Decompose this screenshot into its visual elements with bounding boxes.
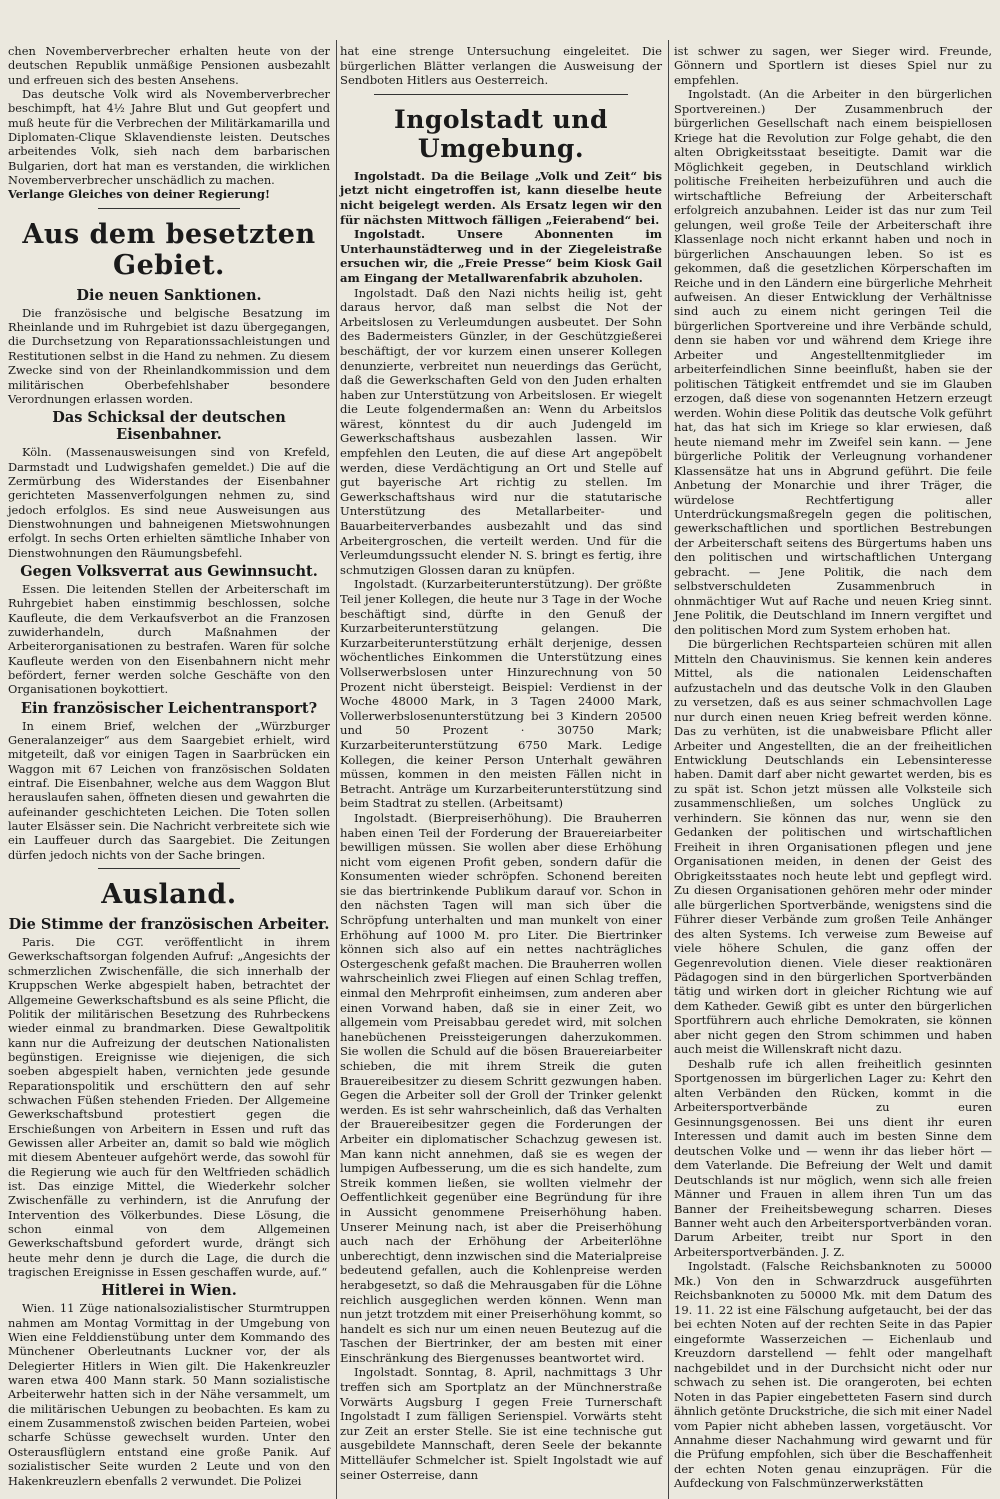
paragraph: Deshalb rufe ich allen freiheitlich gesinnten Sportgenossen im bürgerlichen Lager zu: Kehrt den alten Verbänden den Rücken, kommt in die Arbeitersportverbände zu euren Gesinnungsgenossen. Bei uns dient ihr euren Interessen und damit auch im besten Sinne dem deutschen Volke und — wenn ihr das lieber hört — dem Vaterlande. Die Befreiung der Welt und damit Deutschlands ist nur möglich, wenn sich alle freien Männer und Frauen in allem ihren Tun um das Banner der Freiheitsbewegung scharren. Dieses Banner weht auch den Arbeitersportverbänden voran. Darum Arbeiter, treibt nur Sport in den Arbeitersportverbänden. J. Z. — [674, 1056, 992, 1259]
paragraph: Paris. Die CGT. veröffentlicht in ihrem Gewerkschaftsorgan folgenden Aufruf: „Angesichts der schmerzlichen Zwischenfälle, die sich innerhalb der Kruppschen Werke abgespielt haben, betrachtet der Allgemeine Gewerkschaftsbund es als seine Pflicht, die Politik der militärischen Besetzung des Ruhrbeckens wieder einmal zu brandmarken. Diese Gewaltpolitik kann nur die Aufreizung der deutschen Nationalisten begünstigen. Ereignisse wie diejenigen, die sich soeben abgespielt haben, vernichten jede gesunde Reparationspolitik und erschüttern den auf sehr schwachen Füßen stehenden Frieden. Der Allgemeine Gewerkschaftsbund protestiert gegen die Erschießungen von Arbeitern in Essen und ruft das Gewissen aller Arbeiter an, damit so bald wie möglich mit diesem Abenteuer aufgehört werde, das sowohl für die Regierung wie auch für den Weltfrieden schädlich ist. Das einzige Mittel, die Wiederkehr solcher Zwischenfälle zu verhindern, ist die Anrufung der Intervention des Völkerbundes. Diese Lösung, die schon einmal von dem Allgemeinen Gewerkschaftsbund gefordert wurde, drängt sich heute mehr denn je durch die Lage, die durch die tragischen Ereignisse in Essen geschaffen wurde, auf.“ — [8, 935, 330, 1280]
paragraph-emphasis: Verlange Gleiches von deiner Regierung! — [8, 187, 270, 202]
paragraph: Ingolstadt. (Falsche Reichsbanknoten zu 50000 Mk.) Von den in Schwarzdruck ausgeführten Reichsbanknoten zu 50000 Mk. mit dem Datum des 19. 11. 22 ist eine Fälschung aufgetaucht, bei der das bei echten Noten auf der rechten Seite in das Papier eingeformte Wasserzeichen — Eichenlaub und Kreuzdorn darstellend — fehlt oder mangelhaft nachgebildet und in der Durchsicht nicht oder nur schwach zu sehen ist. Die orangeroten, bei echten Noten in das Papier eingebetteten Fasern sind durch ähnlich getönte Druckstriche, die sich mit einer Nadel vom Papier nicht abheben lassen, vorgetäuscht. Vor Annahme dieser Nachahmung wird gewarnt und für die Prüfung empfohlen, sich über die Beschaffenheit der echten Noten genau einzuprägen. Für die Aufdeckung von Falschmünzerwerkstätten — [674, 1259, 992, 1491]
article-heading: Ein französischer Leichentransport? — [20, 699, 318, 717]
paragraph: hat eine strenge Untersuchung eingeleitet. Die bürgerlichen Blätter verlangen die Ausweisung der Sendboten Hitlers aus Oesterreich. — [340, 44, 662, 88]
paragraph: Köln. (Massenausweisungen sind von Krefeld, Darmstadt und Ludwigshafen gemeldet.) Die auf die Zermürbung des Widerstandes der Eisenbahner gerichteten Massenverfolgungen nehmen zu, sind jedoch erfolglos. Es sind neue Ausweisungen aus Dienstwohnungen und bahneigenen Mietswohnungen erfolgt. In sechs Orten erhielten sämtliche Inhaber von Dienstwohnungen den Räumungsbefehl. — [8, 445, 330, 560]
paragraph: Ingolstadt. (An die Arbeiter in den bürgerlichen Sportvereinen.) Der Zusammenbruch der bürgerlichen Gesellschaft nach einem beispiellosen Kriege hat die Revolution zur Folge gehabt, die den alten Obrigkeitsstaat beseitigte. Damit war die Möglichkeit gegeben, in Deutschland wirklich politische Freiheiten herbeizuführen und auch die wirtschaftliche Befreiung der Arbeiterschaft erfolgreich anzubahnen. Leider ist das nur zum Teil gelungen, weil große Teile der Arbeiterschaft ihre Klassenlage noch nicht erkannt haben und noch in bürgerlichen Anschauungen leben. So ist es gekommen, daß die gesetzlichen Körperschaften im Reiche und in den Ländern eine bürgerliche Mehrheit aufweisen. An dieser Entwicklung der Verhältnisse sind auch zu einem nicht geringen Teil die bürgerlichen Sportvereine und ihre Verbände schuld, denn sie haben vor und während dem Kriege ihre Arbeiter und Angestelltenmitglieder im arbeiterfeindlichen Sinne beeinflußt, haben sie der politischen Tätigkeit entfremdet und sie im Glauben erzogen, daß diese von sogenannten Hetzern erzeugt werden. Wohin diese Politik das deutsche Volk geführt hat, das hat sich im Kriege so klar erwiesen, daß heute niemand mehr im Zweifel sein kann. — Jene bürgerliche Politik der Verleugnung vorhandener Klassensätze hat uns in Abgrund geführt. Die feile Anbetung der Monarchie und ihrer Träger, die würdelose Rechtfertigung aller Unterdrückungsmaßregeln gegen die politischen, gewerkschaftlichen und sportlichen Bestrebungen der Arbeiterschaft seitens des Bürgertums haben uns den politischen und wirtschaftlichen Untergang gebracht. — Jene Politik, die nach dem selbstverschuldeten Zusammenbruch in ohnmächtiger Wut auf Rache und neuen Krieg sinnt. Jene Politik, die Deutschland im Innern vergiftet und den politischen Mord zum System erhoben hat. — [674, 87, 992, 637]
paragraph: Das deutsche Volk wird als Novemberverbrecher beschimpft, hat 4½ Jahre Blut und Gut geopfert und muß heute für die Verbrechen der Militärkamarilla und Diplomaten-Clique Sklavendienste leisten. Deutsches arbeitendes Volk, sieh nach dem barbarischen Bulgarien, dort hat man es verstanden, die wirklichen Novemberverbrecher unschädlich zu machen. — [8, 87, 330, 188]
column-rule — [668, 40, 669, 1499]
separator — [98, 208, 240, 209]
article-heading: Die neuen Sanktionen. — [76, 286, 262, 304]
column-rule — [336, 40, 337, 1499]
column-right — [674, 44, 992, 1491]
paragraph: Ingolstadt. (Kurzarbeiterunterstützung). Der größte Teil jener Kollegen, die heute nur 3 Tage in der Woche beschäftigt sind, dürfte in den Genuß der Kurzarbeiterunterstützung gelangen. Die Kurzarbeiterunterstützung erhält derjenige, dessen wöchentliches Einkommen die Unterstützung eines Vollserwerbslosen unter Hinzurechnung von 50 Prozent nicht übersteigt. Beispiel: Verdienst in der Woche 48000 Mark, in 3 Tagen 24000 Mark, Vollerwerbslosenunterstützung bei 3 Kindern 20500 und 50 Prozent · 30750 Mark; Kurzarbeiterunterstützung 6750 Mark. Ledige Kollegen, die keiner Person Unterhalt gewähren müssen, kommen in den meisten Fällen nicht in Betracht. Anträge um Kurzarbeiterunterstützung sind beim Stadtrat zu stellen. (Arbeitsamt) — [340, 577, 662, 811]
notice-paragraph: Ingolstadt. Unsere Abonnenten im Unterhaunstädterweg und in der Ziegeleistraße ersuchen wir, die „Freie Presse“ beim Kiosk Gail am Eingang der Metallwarenfabrik abzuholen. — [340, 227, 662, 285]
article-heading: Gegen Volksverrat aus Gewinnsucht. — [20, 562, 318, 580]
section-heading: Ingolstadt und Umgebung. — [394, 104, 608, 163]
paragraph: Die bürgerlichen Rechtsparteien schüren mit allen Mitteln den Chauvinismus. Sie kennen kein anderes Mittel, als die nationalen Leidenschaften aufzustacheln und das deutsche Volk in den Glauben zu versetzen, daß es aus seiner schmachvollen Lage nur durch einen neuen Krieg befreit werden könne. Das zu verhüten, ist die unabweisbare Pflicht aller Arbeiter und Angestellten, die an der freiheitlichen Entwicklung Deutschlands ein Lebensinteresse haben. Damit darf aber nicht gewartet werden, bis es zu spät ist. Schon jetzt müssen alle Volksteile sich zusammenschließen, um solches Unglück zu verhindern. Sie können das nur, wenn sie den Gedanken der politischen und wirtschaftlichen Freiheit in ihren Organisationen pflegen und jene Organisationen meiden, in denen der Geist des Obrigkeitsstaates noch heute lebt und gepflegt wird. Zu diesen Organisationen gehören mehr oder minder alle bürgerlichen Sportverbände, wenigstens sind die Führer dieser Verbände zum großen Teile Anhänger des alten Systems. Ich verweise zum Beweise auf viele höhere Schulen, die ganz offen der Gegenrevolution dienen. Viele dieser reaktionären Pädagogen sind in den bürgerlichen Sportverbänden tätig und wirken dort in gleicher Richtung wie auf dem Katheder. Gewiß gibt es unter den bürgerlichen Sportführern auch ehrliche Demokraten, sie können aber nicht gegen den Strom schimmen und haben auch meist die Willenskraft nicht dazu. — [674, 637, 992, 1057]
paragraph: Wien. 11 Züge nationalsozialistischer Sturmtruppen nahmen am Montag Vormittag in der Umgebung von Wien eine Felddienstübung unter dem Kommando des Münchener Oberleutnants Luckner vor, der als Delegierter Hitlers in Wien gilt. Die Hakenkreuzler waren etwa 400 Mann stark. 50 Mann sozialistische Arbeiterwehr hatten sich in der Nähe versammelt, um die militärischen Uebungen zu beobachten. Es kam zu einem Zusammenstoß zwischen beiden Parteien, wobei scharfe Schüsse gewechselt wurden. Unter den Osterausflüglern entstand eine große Panik. Auf sozialistischer Seite wurden 2 Leute und von den Hakenkreuzlern ebenfalls 2 verwundet. Die Polizei — [8, 1301, 330, 1488]
separator — [98, 868, 240, 869]
paragraph: In einem Brief, welchen der „Würzburger Generalanzeiger“ aus dem Saargebiet erhielt, wird mitgeteilt, daß vor einigen Tagen in Saarbrücken ein Waggon mit 67 Leichen von französischen Soldaten eintraf. Die Eisenbahner, welche aus dem Waggon Blut herauslaufen sahen, öffneten diesen und gewahrten die aufeinander geschichteten Leichen. Die Toten sollen lauter Elsässer sein. Die Nachricht verbreitete sich wie ein Lauffeuer durch das Saargebiet. Die Zeitungen dürfen jedoch nichts von der Sache bringen. — [8, 718, 330, 862]
column-middle — [340, 44, 662, 1482]
section-heading: Aus dem besetzten Gebiet. — [22, 218, 316, 281]
paragraph: Ingolstadt. Sonntag, 8. April, nachmittags 3 Uhr treffen sich am Sportplatz an der Münchnerstraße Vorwärts Augsburg I gegen Freie Turnerschaft Ingolstadt I zum fälligen Serienspiel. Vorwärts steht zur Zeit an erster Stelle. Sie ist eine technische gut ausgebildete Mannschaft, deren Seele der bekannte Mittelläufer Schmelcher ist. Spielt Ingolstadt wie auf seiner Osterreise, dann — [340, 1365, 662, 1482]
column-left — [8, 44, 330, 1488]
paragraph: Ingolstadt. Daß den Nazi nichts heilig ist, geht daraus hervor, daß man selbst die Not der Arbeitslosen zu Verleumdungen ausbeutet. Der Sohn des Badermeisters Günzler, in der Geschützgießerei beschäftigt, der vor kurzem einen unserer Kollegen denunzierte, verbreitet nun neuerdings das Gerücht, daß die Gewerkschaften Geld von den Juden erhalten haben zur Unterstützung von Arbeitslosen. Er wiegelt die Leute folgendermaßen an: Wenn du Arbeitslos wärest, könntest du dir auch Judengeld im Gewerkschaftshaus ausbezahlen lassen. Wir empfehlen den Leuten, die auf diese Art angepöbelt werden, diese Verdächtigung an Ort und Stelle auf gut bayerische Art richtig zu stellen. Im Gewerkschaftshaus wird nur die statutarische Unterstützung des Metallarbeiter- und Bauarbeiterverbandes ausbezahlt und das sind Arbeitergroschen, die verteilt werden. Und für die Verleumdungssucht elender N. S. bringt es fertig, ihre schmutzigen Glossen daran zu knüpfen. — [340, 285, 662, 577]
notice-paragraph: Ingolstadt. Da die Beilage „Volk und Zeit“ bis jetzt nicht eingetroffen ist, kann dieselbe heute nicht beigelegt werden. Als Ersatz legen wir den für nächsten Mittwoch fälligen „Feierabend“ bei. — [340, 168, 662, 227]
section-heading: Ausland. — [101, 879, 237, 911]
article-heading: Das Schicksal der deutschen Eisenbahner. — [52, 409, 286, 444]
paragraph: Essen. Die leitenden Stellen der Arbeiterschaft im Ruhrgebiet haben einstimmig beschlossen, solche Kaufleute, die dem Verkaufsverbot an die Franzosen zuwiderhandeln, durch Maßnahmen der Arbeiterorganisationen zu bestrafen. Waren für solche Kaufleute werden von den Eisenbahnern nicht mehr befördert, ferner werden solche Geschäfte von den Organisationen boykottiert. — [8, 581, 330, 697]
paragraph: Ingolstadt. (Bierpreiserhöhung). Die Brauherren haben einen Teil der Forderung der Brauereiarbeiter bewilligen müssen. Sie wollen aber diese Erhöhung nicht vom eigenen Profit geben, sondern dafür die Konsumenten wieder schröpfen. Schonend bereiten sie das biertrinkende Publikum darauf vor. Schon in den nächsten Tagen will man sich über die Schröpfung unterhalten und man munkelt von einer Erhöhung auf 1000 M. pro Liter. Die Biertrinker können sich also auf ein nettes nachträgliches Ostergeschenk gefaßt machen. Die Brauherren wollen wahrscheinlich zwei Fliegen auf einen Schlag treffen, einmal den Mehrprofit einheimsen, zum anderen aber einen Vorwand haben, daß sie in einer Zeit, wo allgemein vom Preisabbau geredet wird, mit solchen hanebüchenen Preissteigerungen daherzukommen. Sie wollen die Schuld auf die bösen Brauereiarbeiter schieben, die mit ihrem Streik die guten Brauereibesitzer zu diesem Schritt gezwungen haben. Gegen die Arbeiter soll der Groll der Trinker gelenkt werden. Es ist sehr wahrscheinlich, daß das Verhalten der Brauereibesitzer gegen die Forderungen der Arbeiter ein diplomatischer Schachzug gewesen ist. Man kann nicht annehmen, daß sie es wegen der lumpigen Aufbesserung, um die es sich handelte, zum Streik kommen ließen, sie wollten vielmehr der Oeffentlichkeit gegenüber eine Begründung für ihre in Aussicht genommene Preiserhöhung haben. Unserer Meinung nach, ist aber die Preiserhöhung auch nach der Erhöhung der Arbeiterlöhne unberechtigt, denn inzwischen sind die Materialpreise bedeutend gefallen, auch die Kohlenpreise werden herabgesetzt, so daß die Mehrausgaben für die Löhne reichlich ausgeglichen werden können. Wenn man nun jetzt trotzdem mit einer Preiserhöhung kommt, so handelt es sich nur um einen neuen Beutezug auf die Taschen der Biertrinker, der am besten mit einer Einschränkung des Biergenusses beantwortet wird. — [340, 810, 662, 1365]
article-heading: Die Stimme der französischen Arbeiter. — [8, 916, 330, 934]
paragraph: Die französische und belgische Besatzung im Rheinlande und im Ruhrgebiet ist dazu übergegangen, die Durchsetzung von Reparationssachleistungen und Restitutionen selbst in die Hand zu nehmen. Zu diesem Zwecke sind von der Rheinlandkommission und dem militärischen Oberbefehlshaber besondere Verordnungen erlassen worden. — [8, 305, 330, 406]
paragraph: chen Novemberverbrecher erhalten heute von der deutschen Republik unmäßige Pensionen ausbezahlt und erfreuen sich des besten Ansehens. — [8, 44, 330, 87]
separator — [374, 94, 628, 95]
article-heading: Hitlerei in Wien. — [101, 1282, 237, 1300]
paragraph: ist schwer zu sagen, wer Sieger wird. Freunde, Gönnern und Sportlern ist dieses Spiel nur zu empfehlen. — [674, 44, 992, 87]
